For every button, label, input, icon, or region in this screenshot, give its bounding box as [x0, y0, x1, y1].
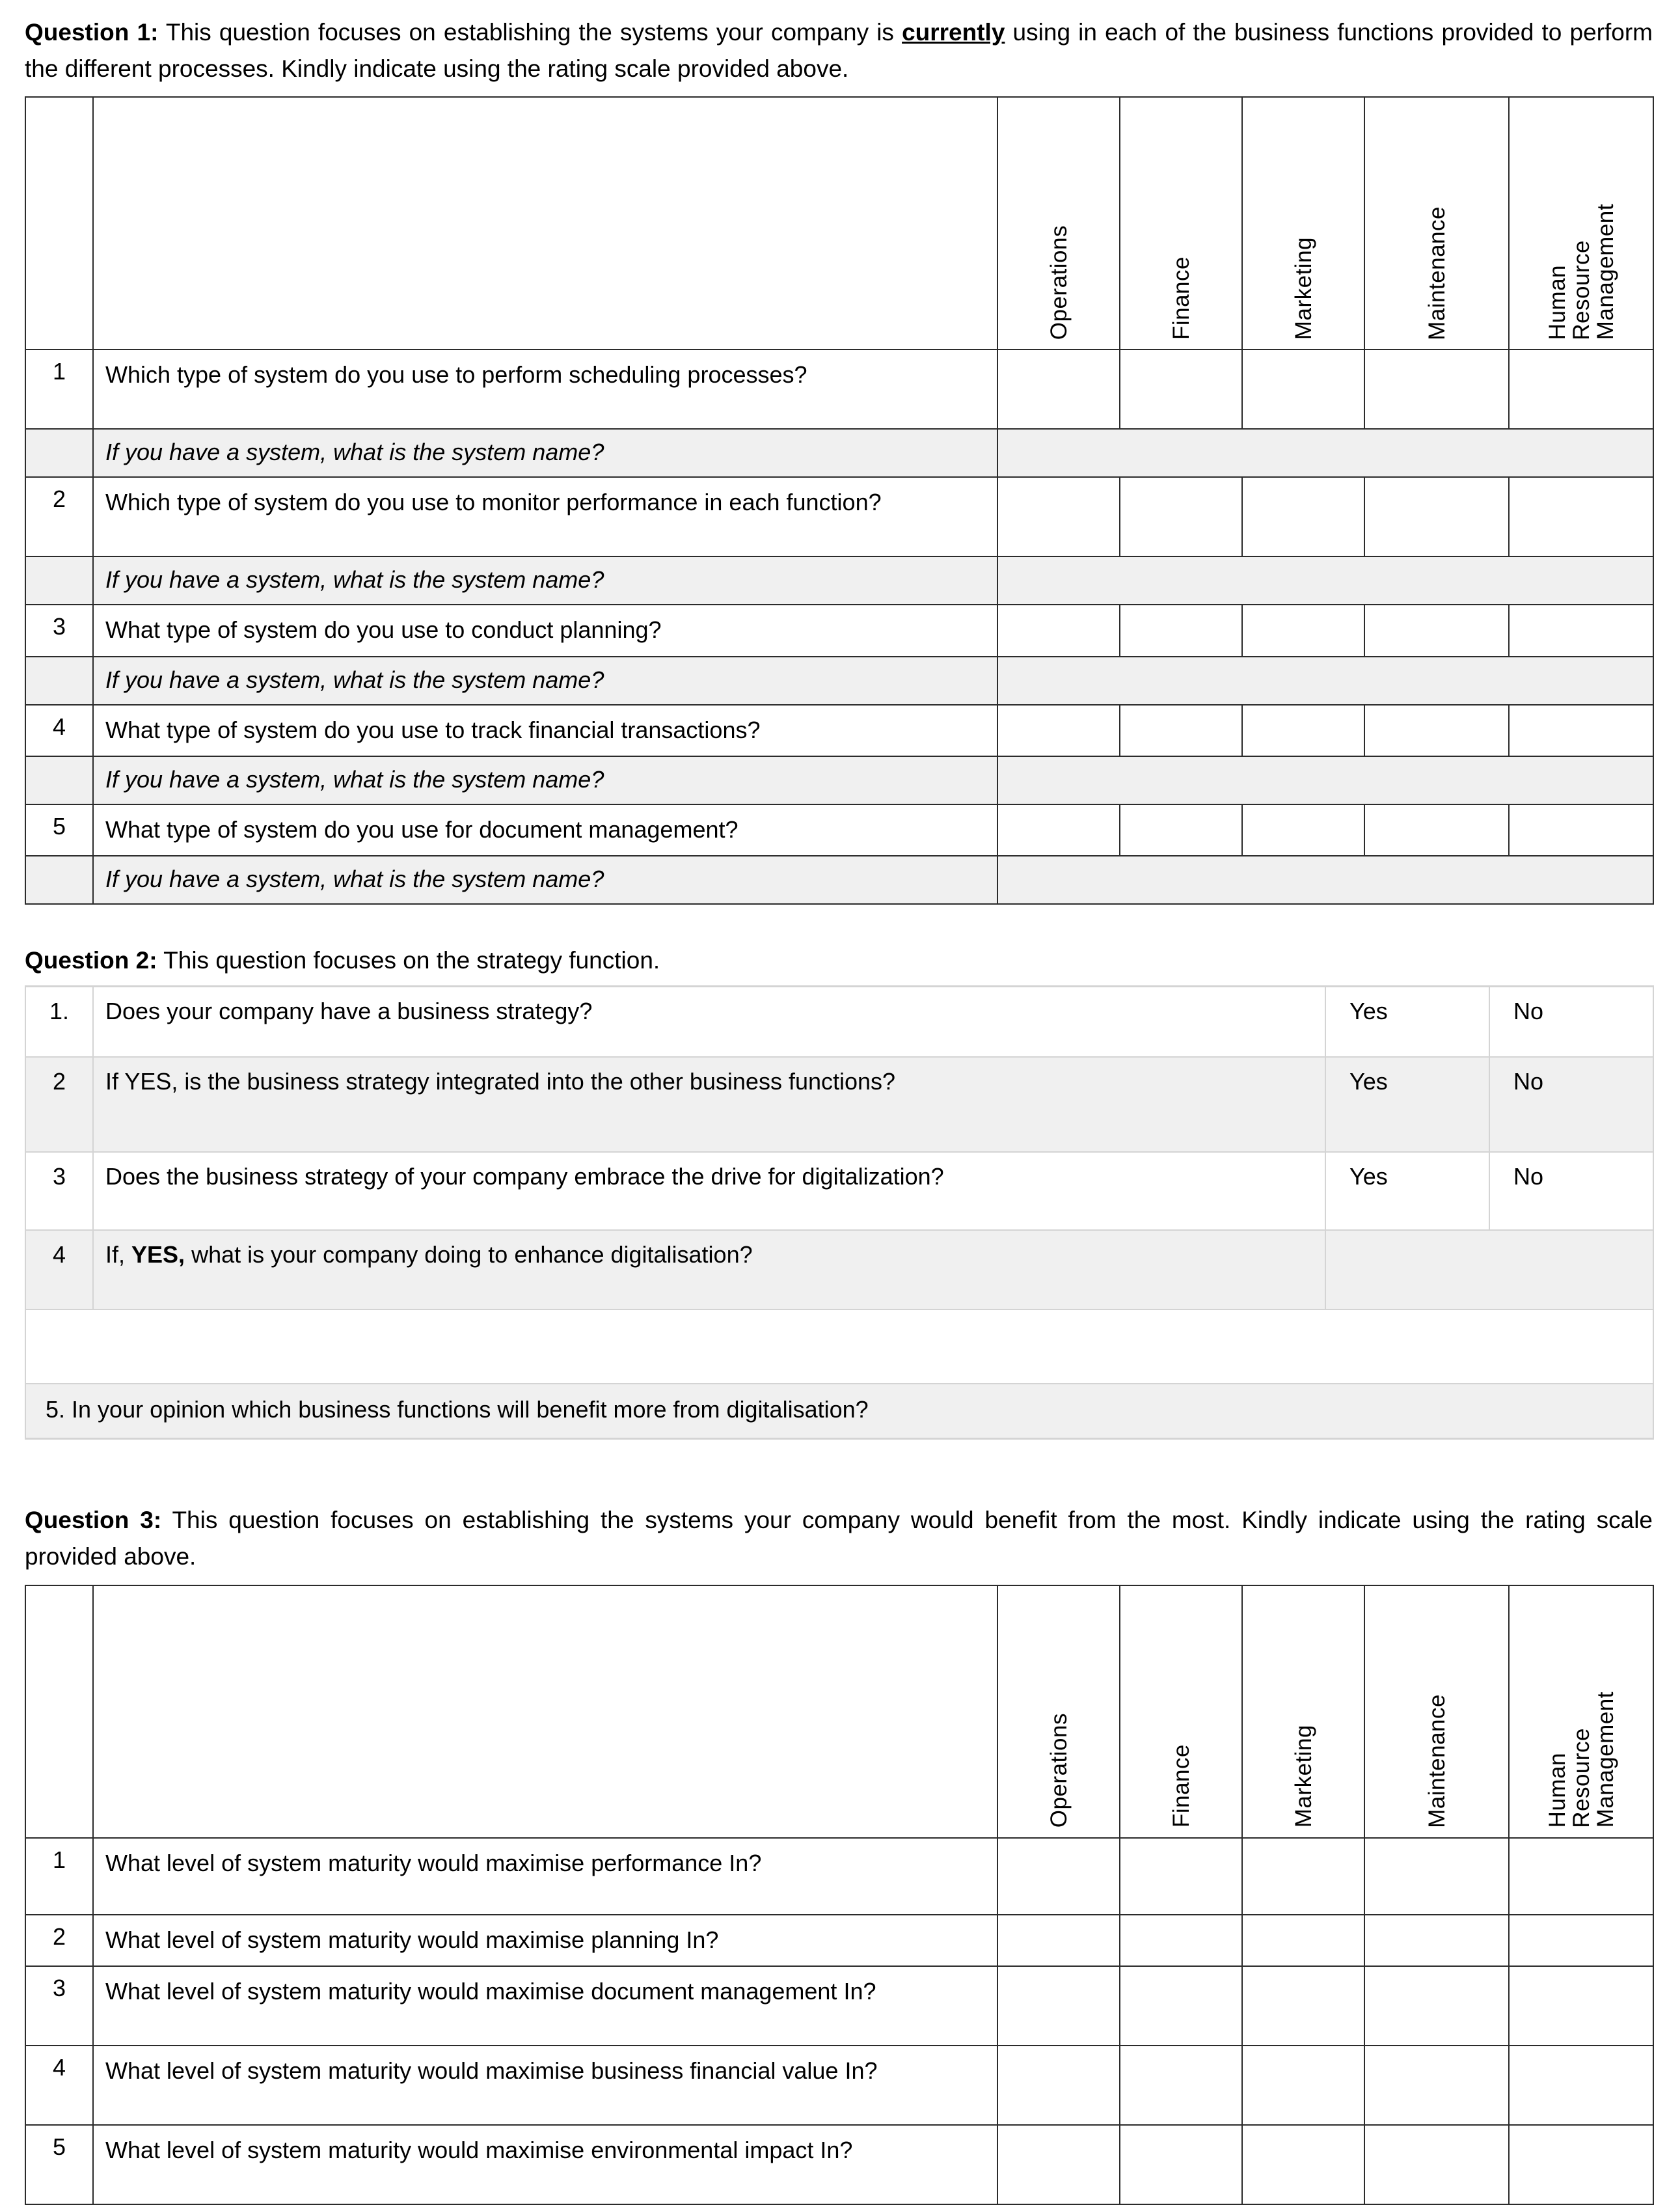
row4-emphasis-yes: YES,: [131, 1241, 185, 1268]
answer-cell-operations[interactable]: [997, 2046, 1120, 2125]
row-index: 2: [25, 1057, 93, 1152]
answer-cell-finance[interactable]: [1120, 804, 1242, 856]
question-2-label: Question 2: [25, 946, 150, 974]
answer-cell-marketing[interactable]: [1242, 804, 1364, 856]
header-finance-label: Finance: [1168, 1744, 1194, 1828]
system-name-prompt: If you have a system, what is the system name?: [93, 856, 997, 904]
header-operations: [997, 97, 1120, 349]
row-index: 4: [25, 2046, 93, 2125]
answer-cell-finance[interactable]: [1120, 1966, 1242, 2046]
row-index-blank: [25, 556, 93, 605]
row-question-text: What level of system maturity would maximise document management In?: [93, 1966, 997, 2046]
row-question-text: What level of system maturity would maximise planning In?: [93, 1915, 997, 1966]
system-name-answer-field[interactable]: [997, 756, 1653, 804]
table-header-row: [25, 97, 1653, 349]
answer-cell-hrm[interactable]: [1509, 1838, 1653, 1915]
answer-cell-hrm[interactable]: [1509, 804, 1653, 856]
table-row: [25, 1966, 1653, 2046]
question-3-intro-text: This question focuses on establishing the systems your company would benefit from the most. Kindly indicate using the rating scale provided above.: [25, 1507, 1653, 1570]
answer-cell-finance[interactable]: [1120, 2125, 1242, 2204]
question-3-colon: :: [153, 1507, 162, 1534]
system-name-prompt: If you have a system, what is the system name?: [93, 429, 997, 477]
question-2-intro-text: This question focuses on the strategy function.: [157, 946, 660, 974]
table-row: [25, 2046, 1653, 2125]
table-row: [25, 1838, 1653, 1915]
system-name-prompt: If you have a system, what is the system name?: [93, 556, 997, 605]
table-row: [25, 1152, 1653, 1230]
table-row: [25, 1915, 1653, 1966]
row-index: 3: [25, 1966, 93, 2046]
header-hrm-line-3: Management: [1592, 204, 1618, 340]
row-index: 3: [25, 605, 93, 656]
header-blank-question: [93, 97, 997, 349]
no-option[interactable]: No: [1489, 1057, 1653, 1152]
table-row-system-name: [25, 429, 1653, 477]
answer-cell-hrm[interactable]: [1509, 2046, 1653, 2125]
header-maintenance-label: Maintenance: [1424, 1693, 1450, 1828]
table-row: [25, 987, 1653, 1058]
header-maintenance: [1364, 97, 1509, 349]
header-hrm-line-2: Resource: [1568, 1727, 1594, 1828]
answer-cell-maintenance[interactable]: [1364, 1915, 1509, 1966]
table-header-row: [25, 1585, 1653, 1838]
header-marketing: [1242, 1585, 1364, 1838]
row-index: 2: [25, 477, 93, 556]
yes-option[interactable]: Yes: [1325, 1152, 1489, 1230]
table-row: [25, 605, 1653, 656]
table-row-system-name: [25, 657, 1653, 705]
header-blank-index: [25, 1585, 93, 1838]
answer-cell-finance[interactable]: [1120, 705, 1242, 756]
header-marketing: [1242, 97, 1364, 349]
system-name-prompt: If you have a system, what is the system name?: [93, 756, 997, 804]
answer-cell-finance[interactable]: [1120, 605, 1242, 656]
answer-cell-maintenance[interactable]: [1364, 1838, 1509, 1915]
header-finance: [1120, 1585, 1242, 1838]
table-row: [25, 804, 1653, 856]
question-2-strategy-table: [25, 985, 1654, 1440]
row4-text-part-1: If,: [105, 1241, 132, 1268]
answer-cell-maintenance[interactable]: [1364, 477, 1509, 556]
answer-cell-maintenance[interactable]: [1364, 349, 1509, 429]
answer-cell-marketing[interactable]: [1242, 1915, 1364, 1966]
answer-cell-marketing[interactable]: [1242, 2125, 1364, 2204]
answer-cell-marketing[interactable]: [1242, 349, 1364, 429]
header-maintenance: [1364, 1585, 1509, 1838]
table-row-system-name: [25, 556, 1653, 605]
question-5-text: 5. In your opinion which business functions will benefit more from digitalisation?: [25, 1384, 1653, 1439]
table-row: [25, 1057, 1653, 1152]
answer-cell-marketing[interactable]: [1242, 705, 1364, 756]
answer-cell-hrm[interactable]: [1509, 605, 1653, 656]
question-2-intro: [0, 942, 1680, 979]
row-question-text: What level of system maturity would maximise performance In?: [93, 1838, 997, 1915]
table-row: [25, 477, 1653, 556]
answer-cell-hrm[interactable]: [1509, 477, 1653, 556]
question-1-label: Question 1: [25, 19, 151, 46]
answer-cell-finance[interactable]: [1120, 1915, 1242, 1966]
question-3-intro: [0, 1502, 1680, 1575]
answer-cell-operations[interactable]: [997, 2125, 1120, 2204]
table-row-system-name: [25, 856, 1653, 904]
header-marketing-label: Marketing: [1290, 1725, 1316, 1828]
row-question-text: What level of system maturity would maximise environmental impact In?: [93, 2125, 997, 2204]
section-spacer: [0, 905, 1680, 942]
answer-cell-hrm[interactable]: [1509, 705, 1653, 756]
answer-cell-operations[interactable]: [997, 1966, 1120, 2046]
answer-cell-maintenance[interactable]: [1364, 705, 1509, 756]
answer-cell-maintenance[interactable]: [1364, 605, 1509, 656]
header-finance: [1120, 97, 1242, 349]
question-3-label: Question 3: [25, 1507, 154, 1534]
table-row: [25, 1230, 1653, 1309]
row-question-text: If YES, is the business strategy integrated into the other business functions?: [93, 1057, 1325, 1152]
row-index: 1.: [25, 987, 93, 1058]
header-hrm-line-3: Management: [1592, 1691, 1618, 1828]
header-blank-question: [93, 1585, 997, 1838]
header-hrm-line-1: Human: [1544, 265, 1570, 340]
row-index: 4: [25, 1230, 93, 1309]
answer-cell-operations[interactable]: [997, 705, 1120, 756]
row-index: 4: [25, 705, 93, 756]
header-hrm-line-2: Resource: [1568, 240, 1594, 340]
answer-cell-maintenance[interactable]: [1364, 2046, 1509, 2125]
answer-cell-maintenance[interactable]: [1364, 2125, 1509, 2204]
answer-cell-operations[interactable]: [997, 349, 1120, 429]
answer-cell-operations[interactable]: [997, 1915, 1120, 1966]
header-hrm-line-1: Human: [1544, 1753, 1570, 1828]
row-question-text: What type of system do you use to track financial transactions?: [93, 705, 997, 756]
table-row: [25, 2125, 1653, 2204]
row-question-text: What type of system do you use to conduct planning?: [93, 605, 997, 656]
table-row-question-5: [25, 1384, 1653, 1439]
header-maintenance-label: Maintenance: [1424, 206, 1450, 340]
row-index-blank: [25, 756, 93, 804]
question-1-matrix-table: [25, 96, 1654, 904]
table-row-blank: [25, 1309, 1653, 1384]
section-spacer: [0, 1440, 1680, 1502]
row-index: 5: [25, 804, 93, 856]
answer-cell-operations[interactable]: [997, 605, 1120, 656]
row-index: 5: [25, 2125, 93, 2204]
question-1-intro-part-2: using in each of the business functions provided to perform the different processes. Kindly indicate using the rating scale provided above.: [25, 19, 1653, 83]
row4-text-part-2: what is your company doing to enhance digitalisation?: [185, 1241, 753, 1268]
no-option[interactable]: No: [1489, 1152, 1653, 1230]
question-3-matrix-table: [25, 1585, 1654, 2205]
system-name-answer-field[interactable]: [997, 856, 1653, 904]
question-1-intro: [0, 0, 1680, 87]
answer-cell-finance[interactable]: [1120, 349, 1242, 429]
header-blank-index: [25, 97, 93, 349]
yes-option[interactable]: Yes: [1325, 987, 1489, 1058]
row-index-blank: [25, 429, 93, 477]
answer-cell-hrm[interactable]: [1509, 349, 1653, 429]
table-row: [25, 349, 1653, 429]
system-name-prompt: If you have a system, what is the system name?: [93, 657, 997, 705]
row-index-blank: [25, 657, 93, 705]
row-question-text: Does the business strategy of your company embrace the drive for digitalization?: [93, 1152, 1325, 1230]
answer-cell-hrm[interactable]: [1509, 1915, 1653, 1966]
answer-cell-operations[interactable]: [997, 804, 1120, 856]
header-operations-label: Operations: [1046, 225, 1072, 340]
row-index-blank: [25, 856, 93, 904]
row-index: 3: [25, 1152, 93, 1230]
answer-cell-finance[interactable]: [1120, 1838, 1242, 1915]
header-finance-label: Finance: [1168, 256, 1194, 340]
question-1-emphasis-currently: currently: [902, 19, 1005, 46]
row-question-text: [93, 1230, 1325, 1309]
header-operations-label: Operations: [1046, 1713, 1072, 1828]
answer-cell-finance[interactable]: [1120, 2046, 1242, 2125]
row-question-text: Does your company have a business strategy?: [93, 987, 1325, 1058]
table-row-system-name: [25, 756, 1653, 804]
yes-option[interactable]: Yes: [1325, 1057, 1489, 1152]
answer-cell-operations[interactable]: [997, 477, 1120, 556]
answer-cell-marketing[interactable]: [1242, 1838, 1364, 1915]
row4-answer-field[interactable]: [1325, 1230, 1653, 1309]
answer-cell-hrm[interactable]: [1509, 2125, 1653, 2204]
row-question-text: Which type of system do you use to perform scheduling processes?: [93, 349, 997, 429]
table-row: [25, 705, 1653, 756]
system-name-answer-field[interactable]: [997, 556, 1653, 605]
header-human-resource-management: [1509, 1585, 1653, 1838]
no-option[interactable]: No: [1489, 987, 1653, 1058]
row-question-text: What level of system maturity would maximise business financial value In?: [93, 2046, 997, 2125]
header-operations: [997, 1585, 1120, 1838]
row-index: 1: [25, 1838, 93, 1915]
header-marketing-label: Marketing: [1290, 237, 1316, 340]
answer-cell-marketing[interactable]: [1242, 1966, 1364, 2046]
answer-cell-marketing[interactable]: [1242, 2046, 1364, 2125]
answer-cell-hrm[interactable]: [1509, 1966, 1653, 2046]
row-index: 2: [25, 1915, 93, 1966]
question-1-colon: :: [150, 19, 159, 46]
row-question-text: What type of system do you use for document management?: [93, 804, 997, 856]
system-name-answer-field[interactable]: [997, 429, 1653, 477]
answer-cell-marketing[interactable]: [1242, 605, 1364, 656]
answer-cell-operations[interactable]: [997, 1838, 1120, 1915]
blank-answer-area[interactable]: [25, 1309, 1653, 1384]
row-question-text: Which type of system do you use to monitor performance in each function?: [93, 477, 997, 556]
question-1-intro-part-1: This question focuses on establishing the systems your company is: [158, 19, 902, 46]
system-name-answer-field[interactable]: [997, 657, 1653, 705]
row-index: 1: [25, 349, 93, 429]
answer-cell-finance[interactable]: [1120, 477, 1242, 556]
header-human-resource-management: [1509, 97, 1653, 349]
question-2-colon: :: [149, 946, 157, 974]
answer-cell-maintenance[interactable]: [1364, 804, 1509, 856]
answer-cell-maintenance[interactable]: [1364, 1966, 1509, 2046]
answer-cell-marketing[interactable]: [1242, 477, 1364, 556]
